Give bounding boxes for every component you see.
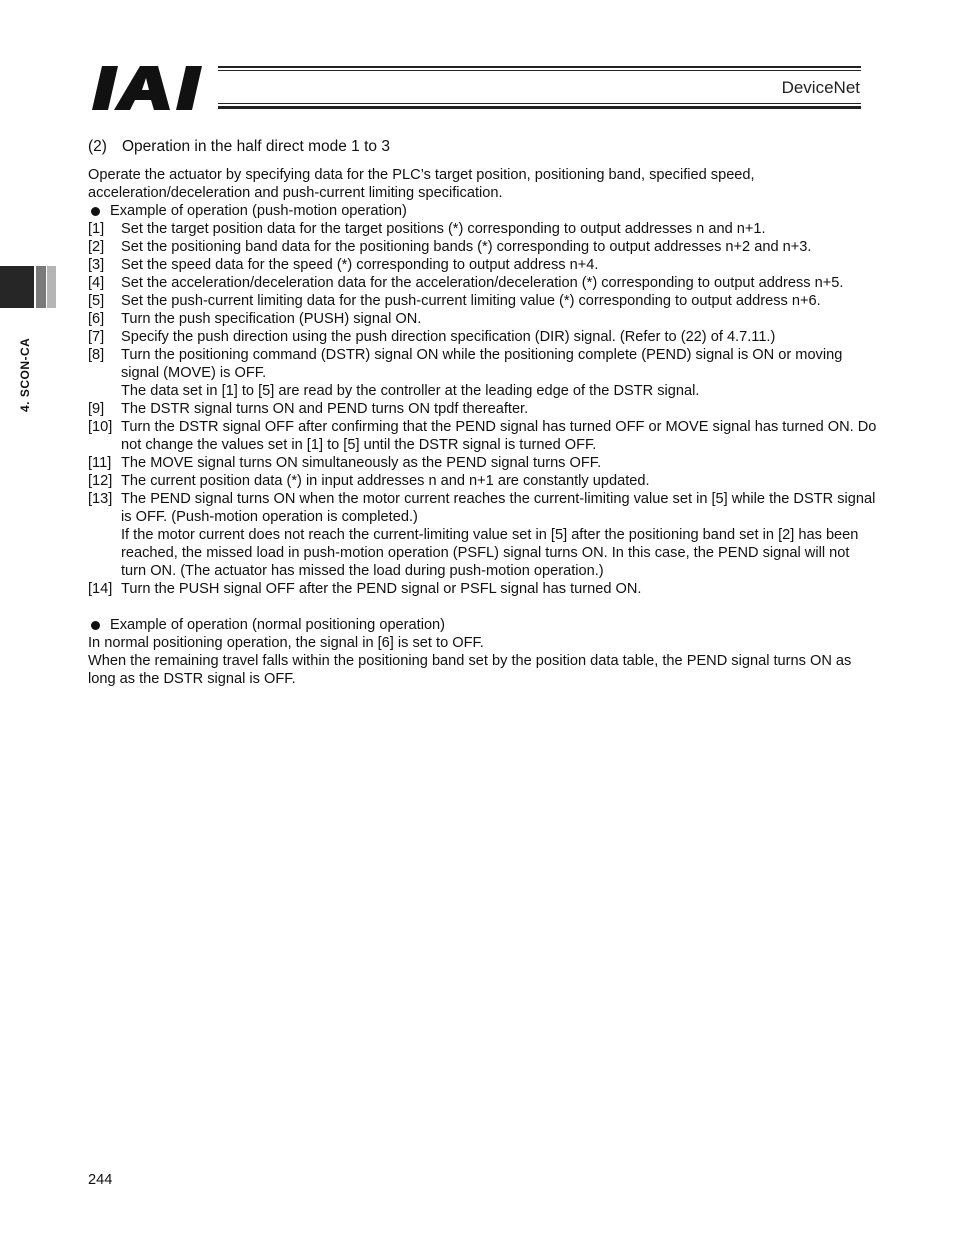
step-item: [7] Specify the push direction using the push direction specification (DIR) signal. (Refer to (22) of 4.7.11.) bbox=[88, 329, 776, 345]
header-rule bbox=[218, 70, 861, 71]
intro-paragraph: Operate the actuator by specifying data for the PLC’s target position, positioning band, specified speed, acceleration/deceleration and push-current limiting specification. bbox=[88, 167, 755, 201]
body-text: In normal positioning operation, the signal in [6] is set to OFF. bbox=[88, 635, 484, 651]
iai-logo bbox=[92, 66, 210, 110]
step-item: [14] Turn the PUSH signal OFF after the PEND signal or PSFL signal has turned ON. bbox=[88, 581, 642, 597]
page-number: 244 bbox=[88, 1172, 113, 1188]
step-item: [12] The current position data (*) in input addresses n and n+1 are constantly updated. bbox=[88, 473, 650, 489]
header-rule bbox=[218, 103, 861, 104]
step-item: [4] Set the acceleration/deceleration data for the acceleration/deceleration (*) corresponding to output address n+5. bbox=[88, 275, 844, 291]
chapter-label: 4. SCON-CA bbox=[18, 337, 32, 412]
bullet-icon bbox=[91, 621, 100, 630]
example-heading: Example of operation (push-motion operation) bbox=[88, 202, 878, 220]
step-item: [11] The MOVE signal turns ON simultaneously as the PEND signal turns OFF. bbox=[88, 455, 602, 471]
step-item: [9] The DSTR signal turns ON and PEND turns ON tpdf thereafter. bbox=[88, 401, 529, 417]
step-item: [13] The PEND signal turns ON when the motor current reaches the current-limiting value set in [5] while the DSTR signal is OFF. (Push-motion operation is completed.) If the motor current does not reach the current-limiting value set in [5] after the positioning band set in [2] has been reached, the missed load in push-motion operation (PSFL) signal turns ON. In this case, the PEND signal will not turn ON. (The actuator has missed the load during push-motion operation.) bbox=[88, 491, 876, 579]
step-item: [3] Set the speed data for the speed (*) corresponding to output address n+4. bbox=[88, 257, 599, 273]
page-content bbox=[88, 138, 878, 688]
step-item: [10] Turn the DSTR signal OFF after confirming that the PEND signal has turned OFF or MOVE signal has turned ON. Do not change the values set in [1] to [5] until the DSTR signal is turned OFF. bbox=[88, 419, 877, 453]
header-title: DeviceNet bbox=[781, 78, 860, 97]
step-item: [5] Set the push-current limiting data for the push-current limiting value (*) corresponding to output address n+6. bbox=[88, 293, 821, 309]
step-item: [6] Turn the push specification (PUSH) signal ON. bbox=[88, 311, 422, 327]
step-item: [8] Turn the positioning command (DSTR) signal ON while the positioning complete (PEND) signal is ON or moving signal (MOVE) is OFF. The data set in [1] to [5] are read by the controller at the leading edge of the DSTR signal. bbox=[88, 347, 843, 399]
example-heading: Example of operation (normal positioning operation) bbox=[88, 616, 878, 634]
body-text: When the remaining travel falls within the positioning band set by the position data table, the PEND signal turns ON as long as the DSTR signal is OFF. bbox=[88, 653, 852, 687]
chapter-tab bbox=[0, 266, 56, 308]
header-rule bbox=[218, 106, 861, 109]
bullet-icon bbox=[91, 207, 100, 216]
section-title-text: Operation in the half direct mode 1 to 3 bbox=[122, 138, 390, 155]
section-number: (2) bbox=[88, 138, 107, 155]
section-title bbox=[88, 138, 878, 156]
step-item: [1] Set the target position data for the target positions (*) corresponding to output addresses n and n+1. bbox=[88, 221, 766, 237]
step-item: [2] Set the positioning band data for the positioning bands (*) corresponding to output addresses n+2 and n+3. bbox=[88, 239, 812, 255]
header-rule bbox=[218, 66, 861, 68]
